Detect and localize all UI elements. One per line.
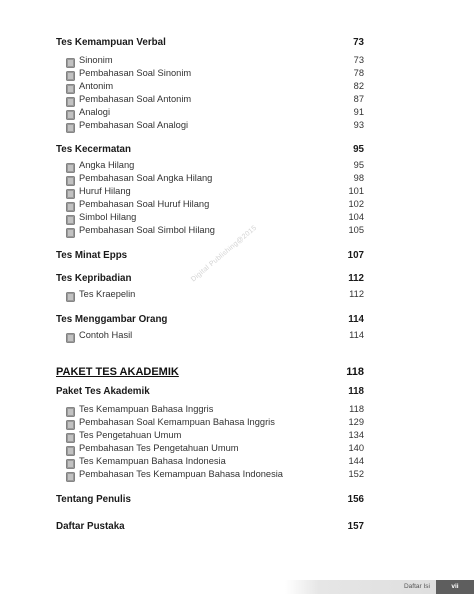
toc-page-number: 118 (346, 366, 364, 378)
toc-title: PAKET TES AKADEMIK (56, 366, 179, 378)
toc-title: Pembahasan Soal Angka Hilang (79, 173, 213, 183)
toc-title: Tes Minat Epps (56, 250, 128, 261)
toc-title: Paket Tes Akademik (56, 386, 150, 397)
book-bullet-icon (66, 94, 75, 104)
book-bullet-icon (66, 120, 75, 130)
toc-page-number: 91 (353, 107, 364, 117)
watermark: Digital Publishing@2015 (190, 224, 259, 284)
toc-page-number: 118 (349, 404, 364, 414)
toc-page-number: 157 (347, 521, 364, 532)
book-bullet-icon (66, 160, 75, 170)
toc-title: Tes Kepribadian (56, 273, 132, 284)
book-bullet-icon (66, 404, 75, 414)
toc-page-number: 82 (353, 81, 364, 91)
toc-page-number: 102 (348, 199, 364, 209)
toc-title: Pembahasan Tes Pengetahuan Umum (79, 443, 239, 453)
footer-label: Daftar Isi (403, 583, 430, 590)
toc-section (56, 313, 364, 327)
toc-title: Tentang Penulis (56, 494, 131, 505)
toc-subentry (56, 197, 364, 211)
toc-title: Analogi (79, 107, 111, 117)
toc-title: Simbol Hilang (79, 212, 137, 222)
toc-page-number: 129 (348, 417, 364, 427)
toc-title: Tes Kemampuan Verbal (56, 37, 166, 48)
toc-page-number: 73 (353, 37, 364, 48)
toc-subentry (56, 428, 364, 442)
toc-page-number: 112 (348, 273, 364, 284)
toc-subentry (56, 66, 364, 80)
toc-page-number: 98 (353, 173, 364, 183)
toc-subentry (56, 158, 364, 172)
book-bullet-icon (66, 81, 75, 91)
toc-page-number: 140 (348, 443, 364, 453)
toc-section (56, 385, 364, 399)
toc-page-number: 144 (348, 456, 364, 466)
toc-title: Pembahasan Soal Analogi (79, 120, 189, 130)
book-bullet-icon (66, 212, 75, 222)
toc-title: Contoh Hasil (79, 330, 133, 340)
toc-page-number: 152 (348, 469, 364, 479)
toc-section (56, 272, 364, 286)
toc-page-number: 78 (353, 68, 364, 78)
toc-subentry (56, 467, 364, 481)
toc-page-number: 105 (348, 225, 364, 235)
toc-subentry (56, 415, 364, 429)
toc-page-number: 93 (353, 120, 364, 130)
book-bullet-icon (66, 417, 75, 427)
toc-title: Antonim (79, 81, 114, 91)
toc-title: Pembahasan Soal Sinonim (79, 68, 192, 78)
toc-title: Pembahasan Soal Huruf Hilang (79, 199, 210, 209)
toc-title: Tes Kraepelin (79, 289, 136, 299)
toc-part-heading (56, 365, 364, 379)
toc-section (56, 36, 364, 50)
toc-subentry (56, 454, 364, 468)
book-bullet-icon (66, 107, 75, 117)
page-footer (285, 580, 474, 594)
toc-title: Tes Kemampuan Bahasa Indonesia (79, 456, 226, 466)
toc-subentry (56, 184, 364, 198)
toc-page-number: 112 (349, 289, 364, 299)
toc-subentry (56, 79, 364, 93)
toc-subentry (56, 287, 364, 301)
book-bullet-icon (66, 456, 75, 466)
toc-page-number: 104 (348, 212, 364, 222)
toc-subentry (56, 171, 364, 185)
toc-page-number: 101 (348, 186, 364, 196)
toc-title: Sinonim (79, 55, 113, 65)
book-bullet-icon (66, 289, 75, 299)
toc-section (56, 493, 364, 507)
book-bullet-icon (66, 443, 75, 453)
toc-section (56, 520, 364, 534)
book-bullet-icon (66, 225, 75, 235)
toc-title: Pembahasan Soal Kemampuan Bahasa Inggris (79, 417, 275, 427)
toc-title: Pembahasan Soal Antonim (79, 94, 192, 104)
toc-title: Daftar Pustaka (56, 521, 125, 532)
toc-page-number: 95 (353, 144, 364, 155)
book-bullet-icon (66, 68, 75, 78)
toc-title: Tes Kecermatan (56, 144, 131, 155)
toc-page-number: 95 (353, 160, 364, 170)
book-bullet-icon (66, 469, 75, 479)
toc-subentry (56, 53, 364, 67)
toc-title: Tes Pengetahuan Umum (79, 430, 182, 440)
toc-subentry (56, 223, 364, 237)
toc-subentry (56, 92, 364, 106)
toc-page-number: 87 (353, 94, 364, 104)
toc-subentry (56, 105, 364, 119)
book-bullet-icon (66, 430, 75, 440)
book-bullet-icon (66, 330, 75, 340)
toc-title: Tes Kemampuan Bahasa Inggris (79, 404, 214, 414)
toc-subentry (56, 118, 364, 132)
footer-page-number: vii (436, 580, 474, 594)
toc-page-number: 118 (348, 386, 364, 397)
toc-subentry (56, 328, 364, 342)
book-bullet-icon (66, 199, 75, 209)
toc-page-number: 114 (349, 330, 364, 340)
book-bullet-icon (66, 186, 75, 196)
toc-title: Pembahasan Soal Simbol Hilang (79, 225, 215, 235)
toc-page-number: 156 (347, 494, 364, 505)
book-bullet-icon (66, 55, 75, 65)
toc-title: Pembahasan Tes Kemampuan Bahasa Indonesia (79, 469, 283, 479)
toc-page-number: 134 (348, 430, 364, 440)
toc-section (56, 143, 364, 157)
toc-title: Huruf Hilang (79, 186, 131, 196)
toc-subentry (56, 210, 364, 224)
toc-subentry (56, 402, 364, 416)
toc-page-number: 107 (347, 250, 364, 261)
toc-page-number: 73 (353, 55, 364, 65)
toc-title: Angka Hilang (79, 160, 135, 170)
toc-subentry (56, 441, 364, 455)
book-bullet-icon (66, 173, 75, 183)
toc-page-number: 114 (348, 314, 364, 325)
toc-title: Tes Menggambar Orang (56, 314, 168, 325)
